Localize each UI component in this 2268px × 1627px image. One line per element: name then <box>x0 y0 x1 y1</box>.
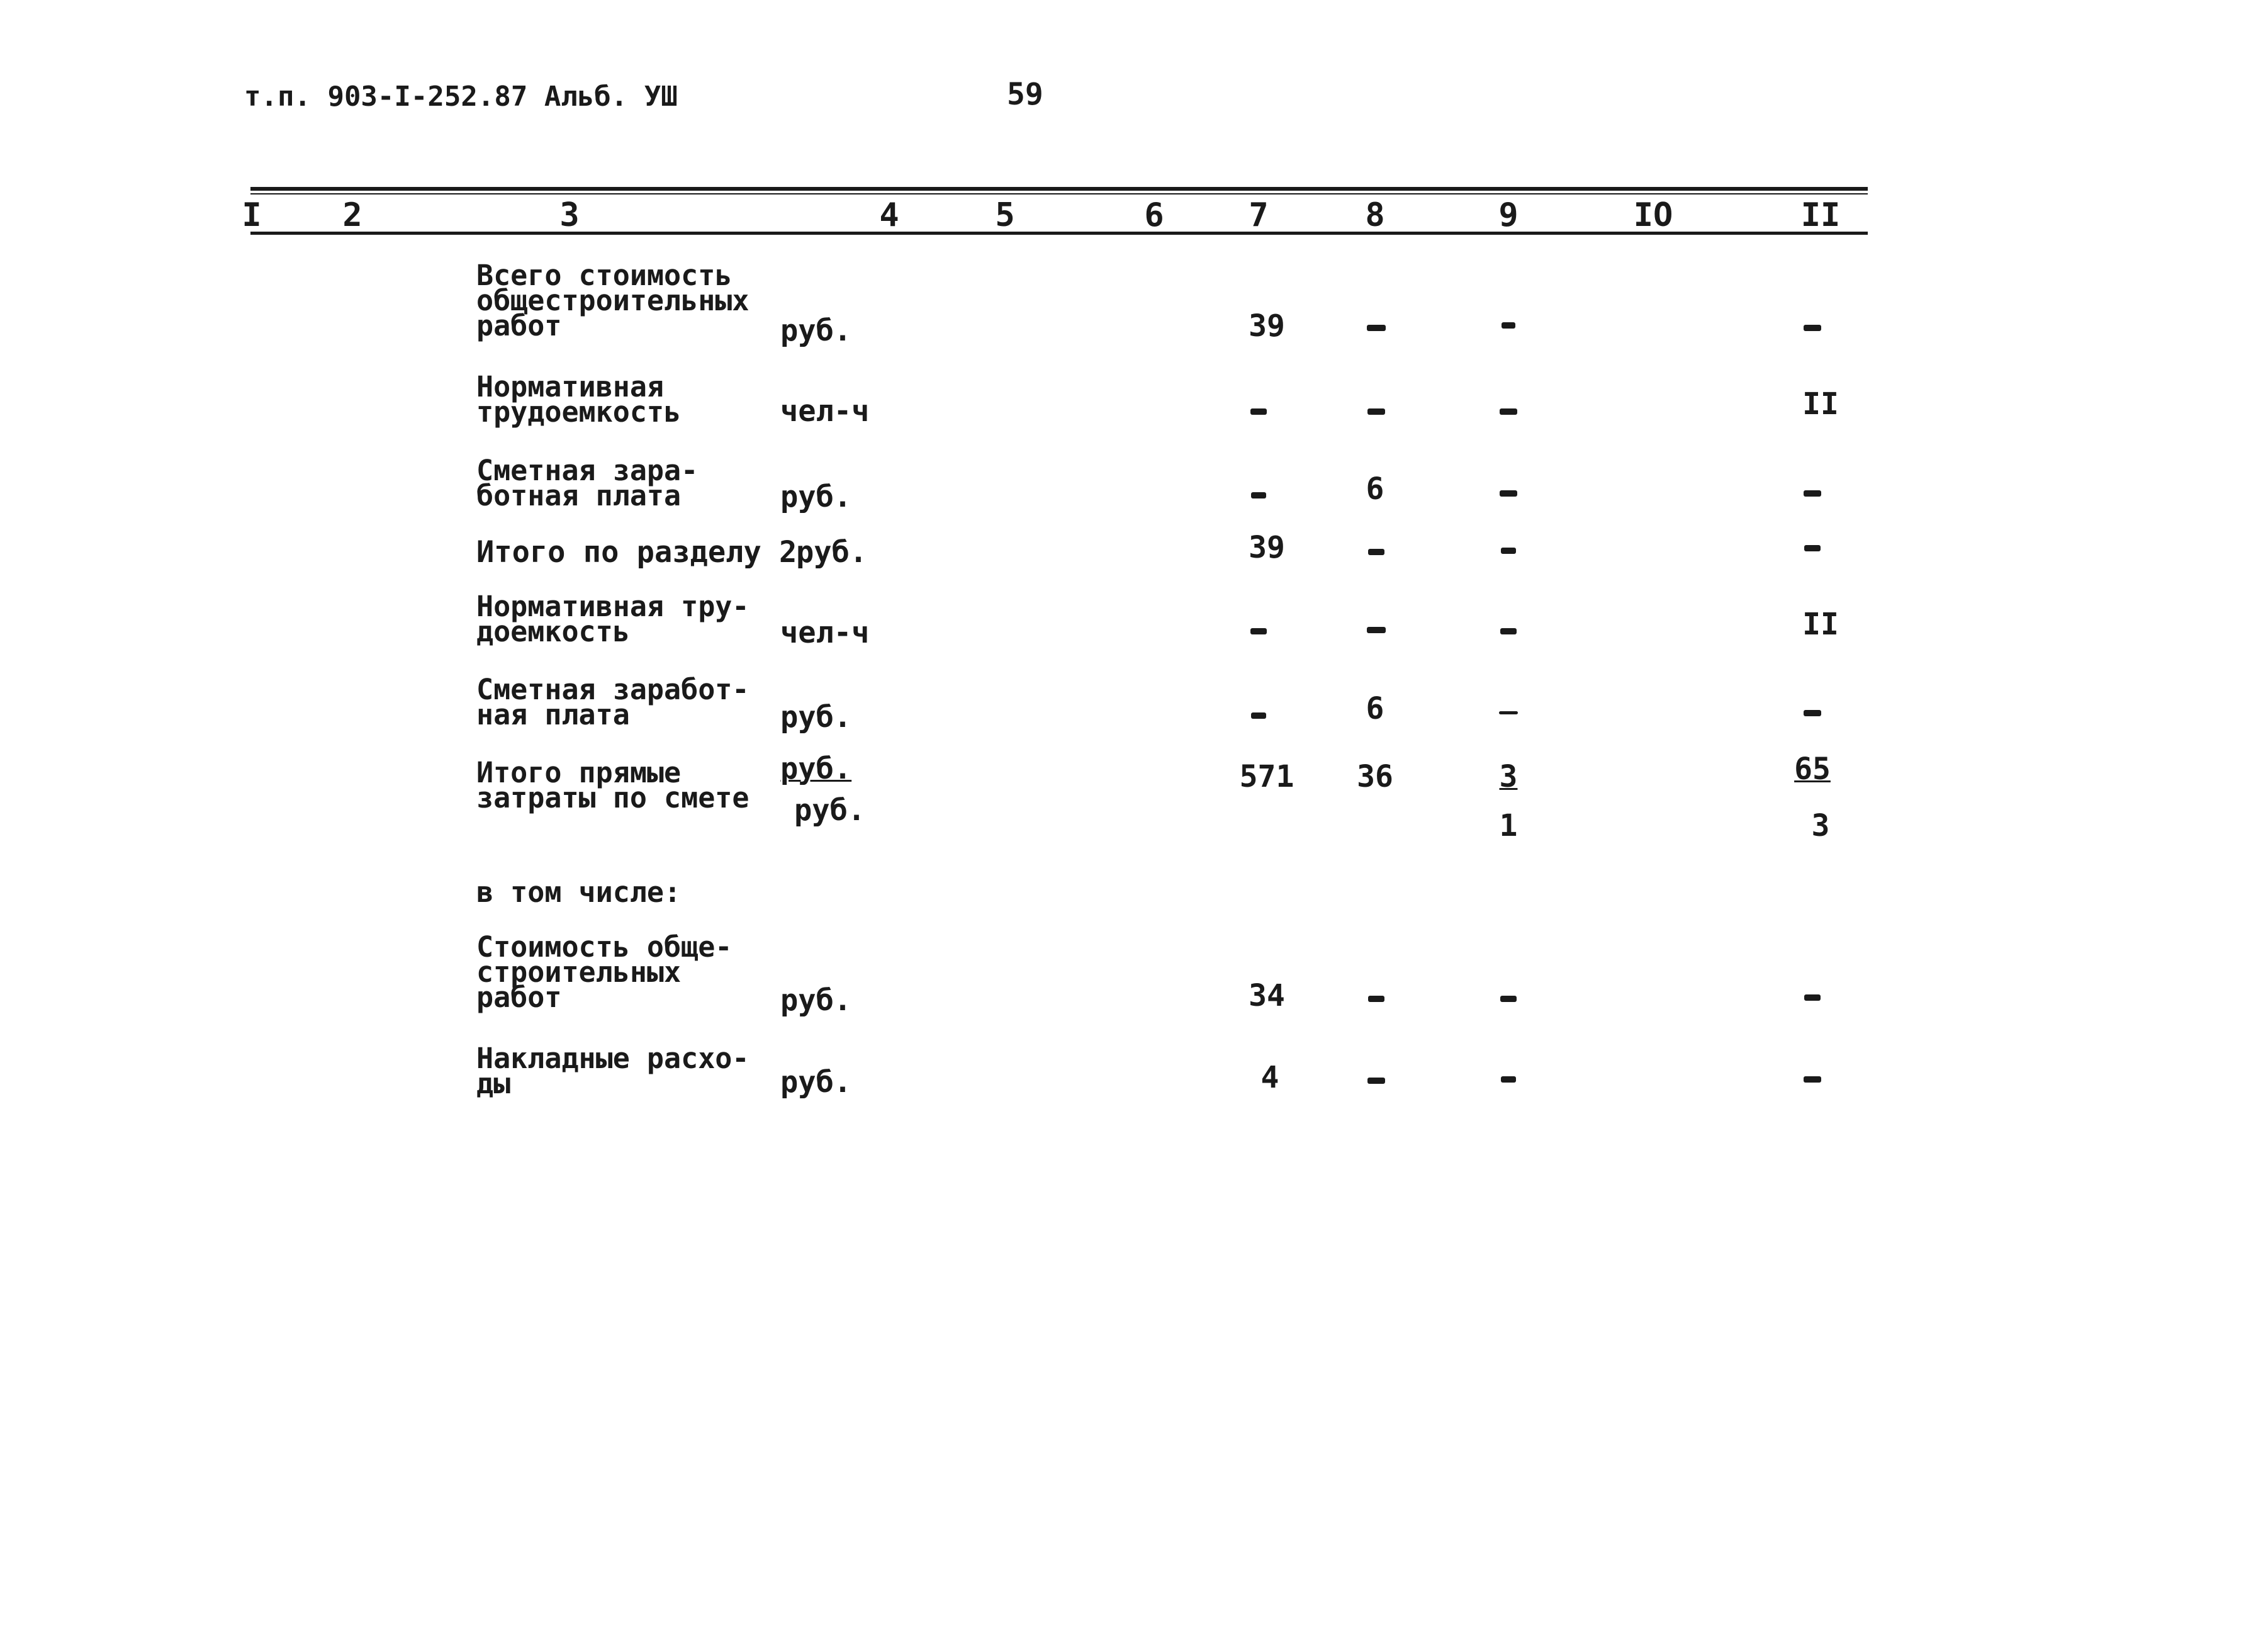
value-col8-dash <box>1367 1078 1385 1084</box>
row-label: Накладные расхо- ды <box>476 1042 749 1100</box>
table-top-rule-thin <box>250 193 1868 194</box>
row-unit: руб. <box>780 752 852 786</box>
value-col11-dash <box>1804 545 1821 551</box>
row-unit: руб. <box>780 313 852 348</box>
row-label: Всего стоимость общестроительных работ <box>476 259 749 342</box>
value-col9-dash <box>1499 711 1518 714</box>
value-col11-dash <box>1804 490 1821 497</box>
page-number: 59 <box>1007 77 1043 112</box>
row-label: Нормативная тру- доемкость <box>476 590 749 648</box>
value-col9-dash <box>1500 490 1517 497</box>
row-label: в том числе: <box>476 875 682 909</box>
column-header-11: II <box>1800 196 1841 234</box>
value-col9-dash <box>1500 628 1517 634</box>
value-col8: 6 <box>1366 471 1384 507</box>
value-col7: 34 <box>1249 978 1285 1013</box>
value-col7-dash <box>1251 712 1266 719</box>
value-col11-dash <box>1804 994 1821 1001</box>
value-col8: 6 <box>1366 691 1384 726</box>
value-col7-dash <box>1250 408 1267 415</box>
value-col9-secondary: 1 <box>1499 808 1518 843</box>
value-col9-dash <box>1501 548 1516 554</box>
value-col8-dash <box>1367 627 1386 633</box>
value-col7: 39 <box>1249 530 1285 565</box>
value-col9: 3 <box>1499 759 1518 794</box>
row-unit-secondary: руб. <box>794 793 866 828</box>
column-header-8: 8 <box>1365 196 1385 234</box>
value-col8-dash <box>1368 996 1384 1002</box>
value-col7-dash <box>1251 492 1266 498</box>
row-unit: руб. <box>780 480 852 514</box>
column-header-4: 4 <box>879 196 899 234</box>
value-col11: II <box>1802 607 1839 642</box>
value-col11: 65 <box>1794 752 1831 787</box>
value-col11: II <box>1802 386 1839 422</box>
column-header-5: 5 <box>995 196 1015 234</box>
column-header-3: 3 <box>559 196 580 234</box>
row-unit: чел-ч <box>780 394 870 429</box>
value-col7: 4 <box>1260 1060 1279 1095</box>
value-col8: 36 <box>1357 759 1393 794</box>
value-col8-dash <box>1367 325 1386 331</box>
row-unit: руб. <box>780 700 852 735</box>
column-header-7: 7 <box>1249 196 1269 234</box>
row-unit: чел-ч <box>780 616 870 650</box>
column-header-1: I <box>242 196 262 234</box>
value-col9-dash <box>1501 1076 1516 1083</box>
value-col11-dash <box>1804 325 1821 331</box>
value-col7: 571 <box>1239 759 1294 794</box>
value-col11-secondary: 3 <box>1811 808 1830 843</box>
table-top-rule <box>250 187 1868 191</box>
row-label: Сметная заработ- ная плата <box>476 673 749 731</box>
value-col7: 39 <box>1249 308 1285 344</box>
row-label: Нормативная трудоемкость <box>476 370 682 429</box>
value-col8-dash <box>1368 549 1384 555</box>
value-col11-dash <box>1804 710 1821 716</box>
value-col9-dash <box>1500 408 1517 415</box>
document-code: т.п. 903-I-252.87 Альб. УШ <box>244 81 678 113</box>
column-header-10: IO <box>1633 196 1673 234</box>
column-header-6: 6 <box>1144 196 1164 234</box>
value-col8-dash <box>1367 408 1385 415</box>
value-col9-dash <box>1500 996 1517 1002</box>
column-header-2: 2 <box>342 196 362 234</box>
row-label: Сметная зара- ботная плата <box>476 454 699 512</box>
value-col7-dash <box>1250 628 1267 634</box>
row-label: Итого по разделу 2 <box>476 535 797 570</box>
row-unit: руб. <box>796 535 868 570</box>
column-header-9: 9 <box>1498 196 1519 234</box>
value-col9-dash <box>1502 322 1515 329</box>
row-unit: руб. <box>780 1065 852 1100</box>
table-header-bottom-rule <box>250 232 1868 235</box>
row-label: Итого прямые затраты по смете <box>476 756 749 814</box>
value-col11-dash <box>1804 1076 1821 1083</box>
row-unit: руб. <box>780 983 852 1018</box>
row-label: Стоимость обще- строительных работ <box>476 930 733 1014</box>
